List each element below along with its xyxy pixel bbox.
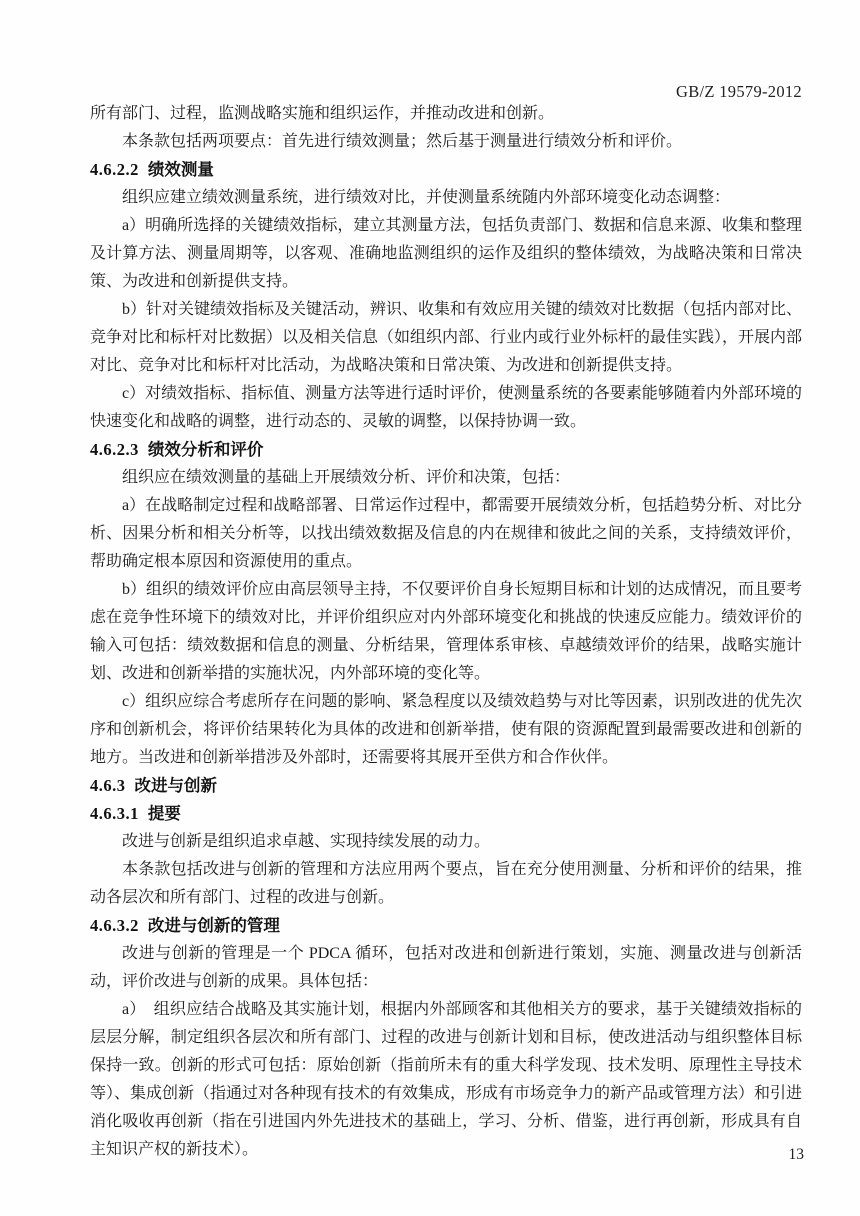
paragraph: 所有部门、过程，监测战略实施和组织运作，并推动改进和创新。 — [90, 105, 555, 122]
standard-number: GB/Z 19579-2012 — [676, 82, 802, 101]
list-item-c: c）对绩效指标、指标值、测量方法等进行适时评价，使测量系统的各要素能够随着内外部环境的快速变化和战略的调整，进行动态的、灵敏的调整，以保持协调一致。 — [90, 385, 802, 430]
section-heading — [90, 912, 802, 940]
section-number: 4.6.2.2 — [90, 160, 139, 179]
list-item-b: b）组织的绩效评价应由高层领导主持，不仅要评价自身长短期目标和计划的达成情况，而且要考虑在竞争性环境下的绩效对比，并评价组织应对内外部环境变化和挑战的快速反应能力。绩效评价的输入可包括：绩效数据和信息的测量、分析结果，管理体系审核、卓越绩效评价的结果，战略实施计划、改进和创新举措的实施状况，内外部环境的变化等。 — [90, 581, 803, 682]
section-number: 4.6.2.3 — [90, 440, 139, 459]
section-heading — [90, 772, 802, 800]
paragraph: 本条款包括改进与创新的管理和方法应用两个要点，旨在充分使用测量、分析和评价的结果，推动各层次和所有部门、过程的改进与创新。 — [90, 861, 802, 906]
page-number: 13 — [788, 1146, 804, 1163]
list-item-b: b）针对关键绩效指标及关键活动，辨识、收集和有效应用关键的绩效对比数据（包括内部对比、竞争对比和标杆对比数据）以及相关信息（如组织内部、行业内或行业外标杆的最佳实践），开展内部对比、竞争对比和标杆对比活动，为战略决策和日常决策、为改进和创新提供支持。 — [90, 301, 803, 374]
list-item-c: c）组织应综合考虑所存在问题的影响、紧急程度以及绩效趋势与对比等因素，识别改进的优先次序和创新机会，将评价结果转化为具体的改进和创新举措，使有限的资源配置到最需要改进和创新的地方。当改进和创新举措涉及外部时，还需要将其展开至供方和合作伙伴。 — [90, 693, 802, 766]
page-footer — [789, 1146, 805, 1164]
section-heading — [90, 800, 802, 828]
list-item-a: a） 组织应结合战略及其实施计划，根据内外部顾客和其他相关方的要求，基于关键绩效指标的层层分解，制定组织各层次和所有部门、过程的改进与创新计划和目标，使改进活动与组织整体目标保持一致。创新的形式可包括：原始创新（指前所未有的重大科学发现、技术发明、原理性主导技术等）、集成创新（指通过对各种现有技术的有效集成，形成有市场竞争力的新产品或管理方法）和引进消化吸收再创新（指在引进国内外先进技术的基础上，学习、分析、借鉴，进行再创新，形成具有自主知识产权的新技术）。 — [90, 1001, 803, 1158]
paragraph: 组织应在绩效测量的基础上开展绩效分析、评价和决策，包括： — [122, 469, 571, 486]
section-heading — [90, 436, 802, 464]
section-title: 改进与创新 — [134, 777, 217, 795]
document-body — [90, 100, 802, 1164]
section-title: 提要 — [147, 805, 181, 823]
paragraph: 改进与创新是组织追求卓越、实现持续发展的动力。 — [122, 833, 491, 850]
list-item-a: a）在战略制定过程和战略部署、日常运作过程中，都需要开展绩效分析，包括趋势分析、对比分析、因果分析和相关分析等，以找出绩效数据及信息的内在规律和彼此之间的关系，支持绩效评价，帮助确定根本原因和资源使用的重点。 — [90, 497, 802, 570]
list-item-a: a）明确所选择的关键绩效指标，建立其测量方法，包括负责部门、数据和信息来源、收集和整理及计算方法、测量周期等，以客观、准确地监测组织的运作及组织的整体绩效，为战略决策和日常决策、为改进和创新提供支持。 — [90, 217, 802, 290]
paragraph: 改进与创新的管理是一个 PDCA 循环，包括对改进和创新进行策划，实施、测量改进与创新活动，评价改进与创新的成果。具体包括： — [90, 945, 802, 990]
section-title: 绩效分析和评价 — [147, 441, 264, 459]
paragraph: 本条款包括两项要点：首先进行绩效测量；然后基于测量进行绩效分析和评价。 — [122, 133, 683, 150]
section-number: 4.6.3 — [90, 776, 126, 795]
paragraph: 组织应建立绩效测量系统，进行绩效对比，并使测量系统随内外部环境变化动态调整： — [122, 189, 731, 206]
section-heading — [90, 156, 802, 184]
section-title: 绩效测量 — [147, 161, 214, 179]
section-number: 4.6.3.1 — [90, 804, 139, 823]
running-header — [676, 82, 802, 102]
section-title: 改进与创新的管理 — [147, 917, 280, 935]
section-number: 4.6.3.2 — [90, 916, 139, 935]
